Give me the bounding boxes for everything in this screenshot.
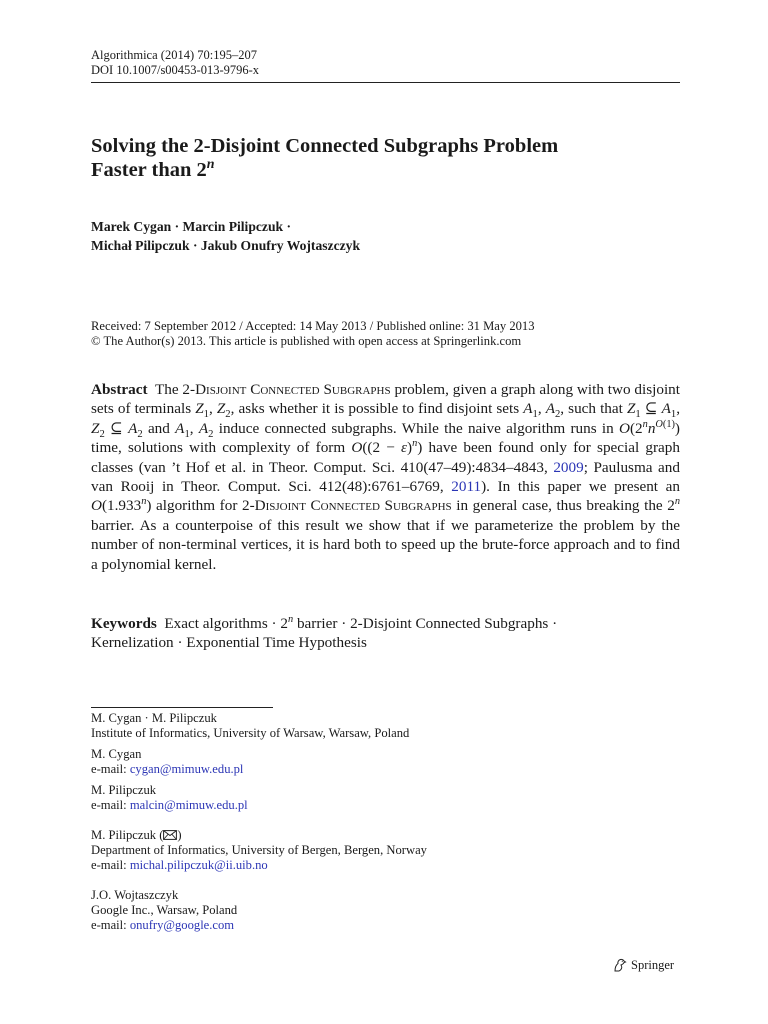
- email-label: e-mail:: [91, 762, 130, 776]
- abstract: Abstract The 2-Disjoint Connected Subgraphs problem, given a graph along with two disjoint sets of terminals $Z_1$, $Z_2$, asks whether it is possible to find disjoint sets $A_1$, $A_2$, such that $Z_1$ ⊆ $A_1$, $Z_2$ ⊆ $A_2$ and $A_1$, $A_2$ induce connected subgraphs. While the naive algorithm runs in $O(2^nn^{O(1)})$ time, solutions with complexity of form $O((2 - \varepsilon)^n)$ have been found only for special graph classes (van ’t Hof et al. in Theor. Comput. Sci. 410(47–49):4834–4843, 2009; Paulusma and van Rooij in Theor. Comput. Sci. 412(48):6761–6769, 2011). In this paper we present an O(1.933$^n$) algorithm for 2-Disjoint Connected Subgraphs in general case, thus breaking the 2$^n$ barrier. As a counterpoise of this result we show that if we parameterize the problem by the number of non-terminal vertices, it is hard both to speed up the brute-force approach and to find a polynomial kernel.: [91, 381, 681, 573]
- authors-line-1: Marek Cygan · Marcin Pilipczuk ·: [91, 219, 292, 234]
- affiliation-4: [91, 828, 427, 873]
- affiliation-1-institution: Institute of Informatics, University of Warsaw, Warsaw, Poland: [91, 726, 410, 740]
- title-superscript: n: [206, 157, 215, 173]
- keywords-line-1: [91, 614, 680, 633]
- footnote-rule: [91, 707, 273, 708]
- affiliation-5-institution: Google Inc., Warsaw, Poland: [91, 903, 238, 917]
- email-link-onufry[interactable]: onufry@google.com: [129, 918, 235, 932]
- publisher-name: Springer: [631, 958, 675, 972]
- affiliation-4-name: M. Pilipczuk (: [91, 828, 164, 842]
- keywords-text-b: barrier · 2-Disjoint Connected Subgraphs ·: [293, 615, 558, 632]
- email-label: e-mail:: [91, 798, 130, 812]
- affiliation-3-name: M. Pilipczuk: [91, 783, 157, 797]
- keywords-label: Keywords: [91, 615, 157, 632]
- keywords-line-2: Kernelization · Exponential Time Hypothesis: [91, 634, 367, 652]
- affiliation-3: [91, 783, 248, 813]
- keywords-text-a: Exact algorithms · 2: [164, 615, 288, 632]
- affiliation-4-name-end: ): [177, 828, 182, 842]
- keywords-sup: n: [287, 613, 294, 625]
- authors-line-2: Michał Pilipczuk · Jakub Onufry Wojtaszczyk: [91, 238, 361, 253]
- affiliation-4-institution: Department of Informatics, University of Bergen, Bergen, Norway: [91, 843, 427, 857]
- affiliation-1-names: M. Cygan · M. Pilipczuk: [91, 711, 217, 725]
- email-link-malcin[interactable]: malcin@mimuw.edu.pl: [129, 798, 248, 812]
- affiliation-1: [91, 711, 409, 741]
- keywords: [91, 614, 680, 653]
- envelope-icon: [163, 830, 177, 840]
- affiliation-2: [91, 747, 243, 777]
- copyright-notice: © The Author(s) 2013. This article is published with open access at Springerlink.com: [91, 334, 522, 348]
- springer-logo: [612, 958, 674, 973]
- problem-name: 2-Disjoint Connected Subgraphs: [182, 381, 391, 398]
- publication-dates: [91, 319, 691, 349]
- author-list: [91, 217, 360, 255]
- email-label: e-mail:: [91, 858, 130, 872]
- title-line-2: [91, 158, 691, 182]
- title-line-1: Solving the 2-Disjoint Connected Subgraphs Problem: [91, 135, 559, 157]
- doi: DOI 10.1007/s00453-013-9796-x: [91, 63, 260, 77]
- problem-name-2: 2-Disjoint Connected Subgraphs: [241, 497, 452, 515]
- affiliation-5: [91, 888, 237, 933]
- springer-horse-icon: [612, 958, 627, 973]
- abstract-label: Abstract: [91, 381, 148, 398]
- email-link-michal[interactable]: michal.pilipczuk@ii.uib.no: [129, 858, 268, 872]
- affiliation-5-name: J.O. Wojtaszczyk: [91, 888, 179, 902]
- paper-title: [91, 134, 691, 182]
- header-rule: [91, 82, 680, 83]
- received-dates: Received: 7 September 2012 / Accepted: 14 May 2013 / Published online: 31 May 2013: [91, 319, 535, 333]
- email-label: e-mail:: [91, 918, 130, 932]
- affiliation-2-name: M. Cygan: [91, 747, 142, 761]
- title-line-2-text: Faster than 2: [91, 159, 207, 181]
- email-link-cygan[interactable]: cygan@mimuw.edu.pl: [129, 762, 244, 776]
- reference-link-2011[interactable]: 2011: [451, 478, 482, 496]
- journal-citation: Algorithmica (2014) 70:195–207: [91, 48, 257, 62]
- reference-link-2009[interactable]: 2009: [553, 458, 584, 476]
